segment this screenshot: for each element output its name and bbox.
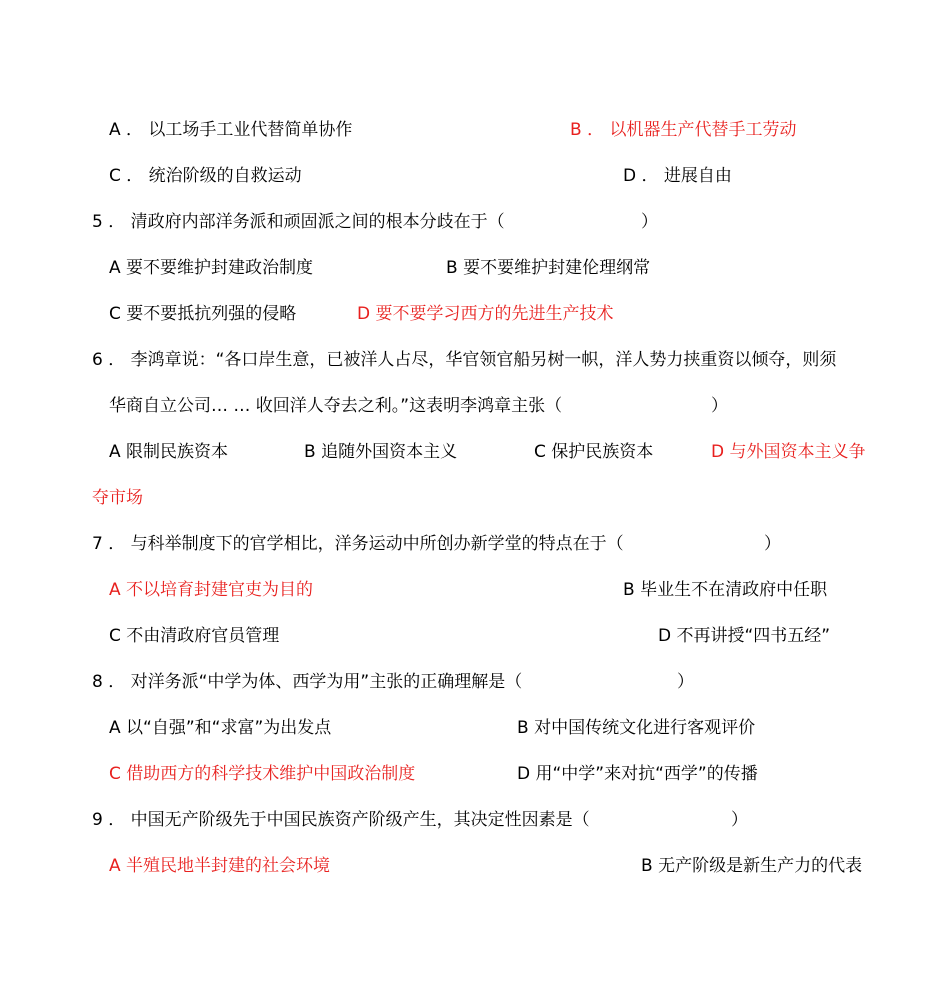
q6-option-d-answer: D 与外国资本主义争 [711,442,866,462]
q7-option-b: B 毕业生不在清政府中任职 [623,580,828,600]
q5-close-paren: ） [641,212,658,232]
q7-stem: 7 ． 与科举制度下的官学相比，洋务运动中所创办新学堂的特点在于（ [92,534,624,554]
q8-option-a: A 以“自强”和“求富”为出发点 [109,718,332,738]
q5-option-c: C 要不要抵抗列强的侵略 [109,304,297,324]
q6-option-c: C 保护民族资本 [534,442,654,462]
q5-stem: 5 ． 清政府内部洋务派和顽固派之间的根本分歧在于（ [92,212,505,232]
q4-option-a: A ． 以工场手工业代替简单协作 [109,120,353,140]
q5-option-a: A 要不要维护封建政治制度 [109,258,314,278]
q9-stem: 9 ． 中国无产阶级先于中国民族资产阶级产生，其决定性因素是（ [92,810,590,830]
q6-option-a: A 限制民族资本 [109,442,229,462]
q8-stem: 8 ． 对洋务派“中学为体、西学为用”主张的正确理解是（ [92,672,523,692]
q7-close-paren: ） [764,534,781,554]
q6-option-d-answer-cont: 夺市场 [92,488,143,508]
q8-option-c-answer: C 借助西方的科学技术维护中国政治制度 [109,764,416,784]
q9-close-paren: ） [731,810,748,830]
q5-option-b: B 要不要维护封建伦理纲常 [446,258,651,278]
q4-option-d: D ． 进展自由 [623,166,732,186]
q7-option-d: D 不再讲授“四书五经” [658,626,831,646]
q9-option-b: B 无产阶级是新生产力的代表 [641,856,863,876]
q9-option-a-answer: A 半殖民地半封建的社会环境 [109,856,331,876]
q8-option-d: D 用“中学”来对抗“西学”的传播 [517,764,758,784]
q6-option-b: B 追随外国资本主义 [304,442,458,462]
q8-option-b: B 对中国传统文化进行客观评价 [517,718,756,738]
q6-stem-line2: 华商自立公司… … 收回洋人夺去之利。”这表明李鸿章主张（ [109,396,563,416]
q5-option-d-answer: D 要不要学习西方的先进生产技术 [357,304,614,324]
q7-option-c: C 不由清政府官员管理 [109,626,280,646]
q6-close-paren: ） [711,396,728,416]
q6-stem-line1: 6 ． 李鸿章说：“各口岸生意，已被洋人占尽，华官领官船另树一帜，洋人势力挟重资以倾夺，则须 [92,350,837,370]
q4-option-b-answer: B ． 以机器生产代替手工劳动 [570,120,797,140]
q7-option-a-answer: A 不以培育封建官吏为目的 [109,580,314,600]
q4-option-c: C ． 统治阶级的自救运动 [109,166,302,186]
q8-close-paren: ） [677,672,694,692]
